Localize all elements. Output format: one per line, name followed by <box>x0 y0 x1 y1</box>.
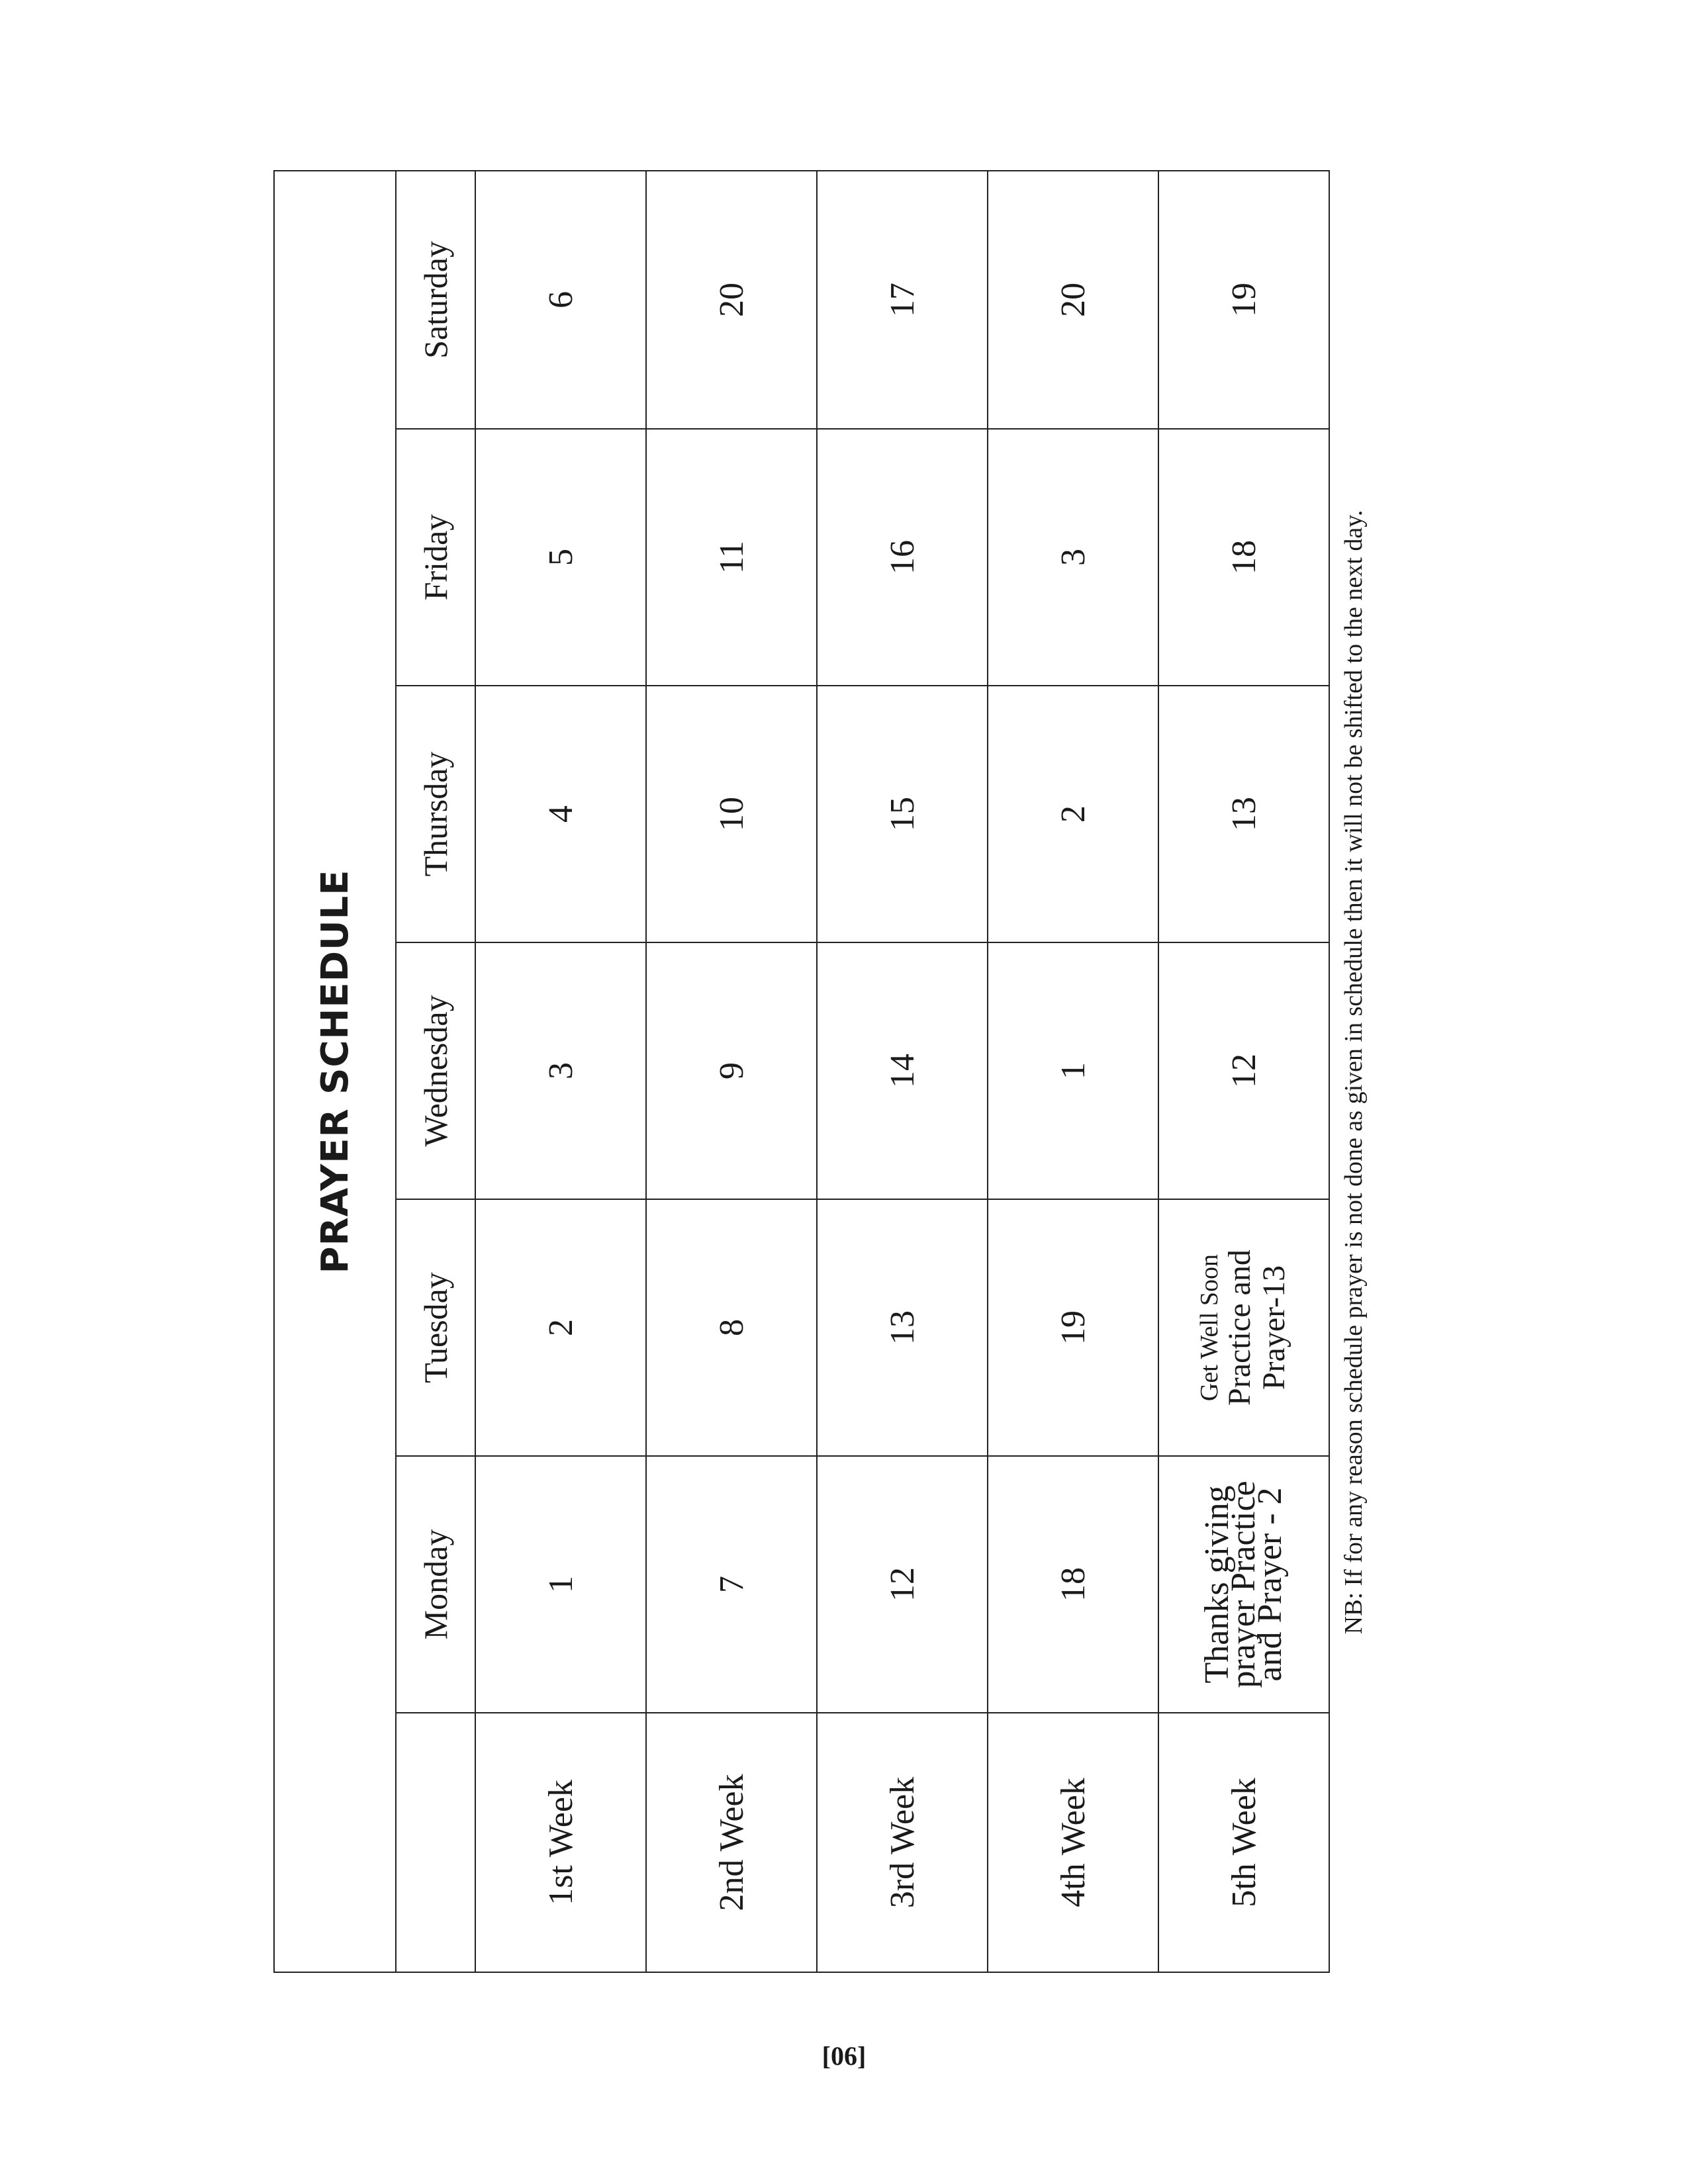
cell-w4-monday: 18 <box>988 1456 1158 1713</box>
week-label: 2nd Week <box>646 1713 817 1972</box>
cell-w5-monday <box>1158 1456 1329 1713</box>
title-row <box>274 171 396 1972</box>
prayer-schedule-table <box>273 170 1330 1973</box>
cell-w2-friday: 11 <box>646 429 817 686</box>
cell-w2-monday: 7 <box>646 1456 817 1713</box>
cell-w1-tuesday: 2 <box>475 1199 646 1456</box>
note-line-3: Prayer-13 <box>1256 1265 1291 1390</box>
header-thursday: Thursday <box>396 686 475 942</box>
week-label: 1st Week <box>475 1713 646 1972</box>
day-header-row <box>396 171 475 1972</box>
cell-w3-wednesday: 14 <box>817 942 988 1199</box>
note-text: Thanks giving prayer Practice and Prayer - 2 <box>1198 1480 1289 1688</box>
note-line-1: Get Well Soon <box>1196 1253 1223 1402</box>
cell-w1-thursday: 4 <box>475 686 646 942</box>
cell-w5-thursday: 13 <box>1158 686 1329 942</box>
cell-w3-friday: 16 <box>817 429 988 686</box>
header-wednesday: Wednesday <box>396 942 475 1199</box>
cell-w2-thursday: 10 <box>646 686 817 942</box>
cell-w1-saturday: 6 <box>475 171 646 429</box>
week-label: 4th Week <box>988 1713 1158 1972</box>
cell-w1-monday: 1 <box>475 1456 646 1713</box>
cell-w3-tuesday: 13 <box>817 1199 988 1456</box>
note-line-2: Practice and <box>1222 1250 1257 1406</box>
week-row-4 <box>988 171 1158 1972</box>
cell-w2-wednesday: 9 <box>646 942 817 1199</box>
corner-cell <box>396 1713 475 1972</box>
cell-w5-tuesday <box>1158 1199 1329 1456</box>
header-monday: Monday <box>396 1456 475 1713</box>
cell-w3-thursday: 15 <box>817 686 988 942</box>
cell-w3-saturday: 17 <box>817 171 988 429</box>
cell-w3-monday: 12 <box>817 1456 988 1713</box>
week-row-2 <box>646 171 817 1972</box>
week-row-1 <box>475 171 646 1972</box>
header-saturday: Saturday <box>396 171 475 429</box>
header-tuesday: Tuesday <box>396 1199 475 1456</box>
week-label: 5th Week <box>1158 1713 1329 1972</box>
week-row-3 <box>817 171 988 1972</box>
cell-w4-tuesday: 19 <box>988 1199 1158 1456</box>
footnote: NB: If for any reason schedule prayer is not done as given in schedule then it will not be shifted to the next day. <box>1340 510 1368 1635</box>
week-row-5 <box>1158 171 1329 1972</box>
cell-w2-saturday: 20 <box>646 171 817 429</box>
cell-w2-tuesday: 8 <box>646 1199 817 1456</box>
rotated-schedule-page <box>273 171 1368 1973</box>
cell-w5-saturday: 19 <box>1158 171 1329 429</box>
cell-w5-wednesday: 12 <box>1158 942 1329 1199</box>
cell-w1-friday: 5 <box>475 429 646 686</box>
cell-w4-friday: 3 <box>988 429 1158 686</box>
cell-w4-saturday: 20 <box>988 171 1158 429</box>
cell-w4-wednesday: 1 <box>988 942 1158 1199</box>
page-title: PRAYER SCHEDULE <box>274 171 396 1972</box>
cell-w1-wednesday: 3 <box>475 942 646 1199</box>
page-number: [06] <box>821 2041 867 2071</box>
cell-w5-friday: 18 <box>1158 429 1329 686</box>
cell-w4-thursday: 2 <box>988 686 1158 942</box>
header-friday: Friday <box>396 429 475 686</box>
week-label: 3rd Week <box>817 1713 988 1972</box>
